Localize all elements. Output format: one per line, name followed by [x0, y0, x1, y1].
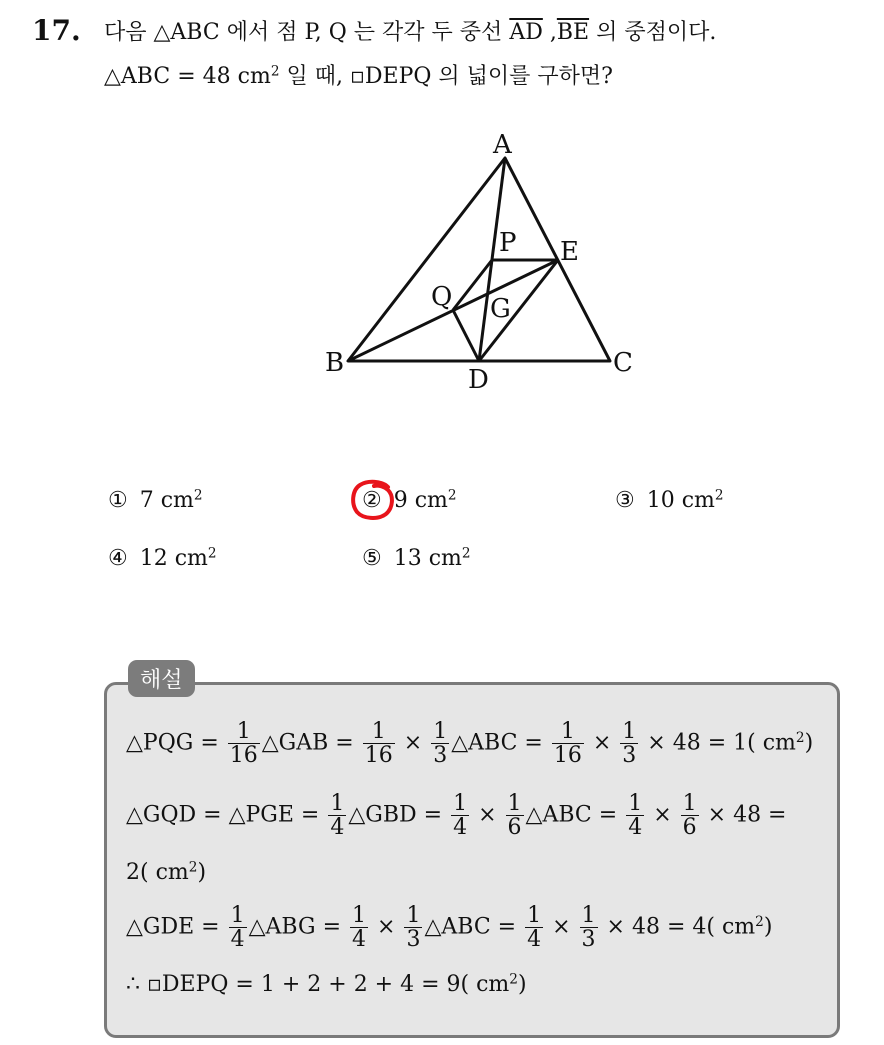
sol2-b: △GBD =: [348, 802, 443, 828]
label-q: Q: [431, 282, 453, 312]
sol5-sup: 2: [509, 971, 518, 988]
choice-1-number: ①: [108, 488, 128, 513]
solution-line-1: [126, 720, 813, 767]
sol4-frac2: $\frac{1}{4}$: [352, 903, 367, 953]
choice-2-exponent: 2: [447, 487, 457, 504]
sol2-frac2: $\frac{1}{4}$: [453, 791, 468, 841]
sol3-a: 2( cm: [126, 860, 189, 885]
sol1-a: △PQG =: [126, 730, 219, 756]
solution-line-2: [126, 792, 787, 839]
choice-4-value: 12 cm: [139, 546, 208, 571]
sol4-frac1: $\frac{1}{4}$: [230, 903, 245, 953]
sol2-frac5: $\frac{1}{6}$: [682, 791, 697, 841]
sol1-e: ×: [592, 730, 612, 756]
label-b: B: [325, 348, 345, 378]
sol1-g: × 48 = 1( cm: [647, 730, 796, 756]
sol4-frac3: $\frac{1}{3}$: [406, 903, 421, 953]
question-line1-prefix: 다음 △ABC 에서 점 P, Q 는 각각 두 중선: [104, 20, 503, 45]
sol1-c: ×: [403, 730, 423, 756]
median-be: $\overline{BE}$: [556, 20, 590, 45]
label-p: P: [499, 228, 517, 258]
choice-1[interactable]: [108, 488, 203, 513]
sol2-frac3: $\frac{1}{6}$: [507, 791, 522, 841]
sol2-frac4: $\frac{1}{4}$: [628, 791, 643, 841]
question-line1-suffix: 의 중점이다.: [596, 20, 717, 45]
sol1-frac3: $\frac{1}{3}$: [433, 719, 448, 769]
sol2-c: ×: [478, 802, 497, 828]
question-text-line2: [104, 59, 613, 90]
sol4-h: ): [763, 914, 773, 940]
choice-4[interactable]: [108, 546, 217, 571]
choice-3-exponent: 2: [714, 487, 724, 504]
choice-4-number: ④: [108, 546, 128, 571]
solution-line-3: [126, 860, 206, 885]
choice-3-number: ③: [615, 488, 635, 513]
solution-tag: 해설: [128, 660, 195, 697]
sol1-frac1: $\frac{1}{16}$: [229, 719, 258, 769]
sol3-b: ): [197, 860, 207, 885]
sol4-frac4: $\frac{1}{4}$: [527, 903, 542, 953]
sol2-frac1: $\frac{1}{4}$: [330, 791, 345, 841]
question-number: 17.: [32, 14, 81, 47]
sol4-c: ×: [377, 914, 396, 940]
sol4-e: ×: [552, 914, 571, 940]
question-text-line1: [104, 15, 716, 46]
label-c: C: [613, 348, 633, 378]
area-given-exponent: 2: [270, 63, 280, 80]
answer-mark-circle: [348, 478, 396, 522]
choice-1-value: 7 cm: [139, 488, 194, 513]
sol2-e: ×: [653, 802, 672, 828]
choice-3-value: 10 cm: [646, 488, 715, 513]
segment-qd: [453, 310, 479, 361]
choice-2-value: 9 cm: [393, 488, 448, 513]
sol1-b: △GAB =: [261, 730, 354, 756]
triangle-figure: [300, 120, 660, 400]
sol2-a: △GQD = △PGE =: [126, 802, 320, 828]
sol3-sup: 2: [188, 859, 198, 876]
choice-5-value: 13 cm: [393, 546, 462, 571]
choice-5[interactable]: [362, 546, 471, 571]
question-line2-text: 일 때, ▫DEPQ 의 넓이를 구하면?: [286, 64, 613, 89]
choice-3[interactable]: [615, 488, 724, 513]
sol4-a: △GDE =: [126, 914, 220, 940]
sol1-h: ): [804, 730, 814, 756]
sol4-sup: 2: [755, 914, 764, 931]
sol2-g: × 48 =: [707, 802, 787, 828]
solution-line-4: [126, 904, 772, 951]
sol1-frac4: $\frac{1}{16}$: [553, 719, 582, 769]
sol1-sup: 2: [795, 730, 805, 747]
sol4-b: △ABG =: [248, 914, 342, 940]
sol4-g: × 48 = 4( cm: [606, 914, 756, 940]
sol4-frac5: $\frac{1}{3}$: [581, 903, 596, 953]
median-comma: ,: [549, 20, 557, 45]
sol1-d: △ABC =: [451, 730, 543, 756]
sol4-d: △ABC =: [424, 914, 517, 940]
area-given: △ABC = 48 cm: [104, 64, 271, 89]
sol2-d: △ABC =: [525, 802, 618, 828]
choice-2-number: ②: [362, 488, 382, 513]
label-a: A: [493, 130, 512, 160]
sol1-frac5: $\frac{1}{3}$: [622, 719, 637, 769]
label-g: G: [490, 294, 511, 324]
solution-line-5: [126, 972, 527, 997]
sol5-b: ): [517, 972, 527, 997]
label-d: D: [468, 365, 489, 395]
median-ad: $\overline{AD}$: [509, 20, 543, 45]
label-e: E: [560, 237, 579, 267]
choice-5-number: ⑤: [362, 546, 382, 571]
choice-5-exponent: 2: [461, 545, 471, 562]
sol1-frac2: $\frac{1}{16}$: [364, 719, 393, 769]
sol5-a: ∴ ▫DEPQ = 1 + 2 + 2 + 4 = 9( cm: [126, 972, 510, 997]
choice-4-exponent: 2: [207, 545, 217, 562]
choice-1-exponent: 2: [193, 487, 203, 504]
